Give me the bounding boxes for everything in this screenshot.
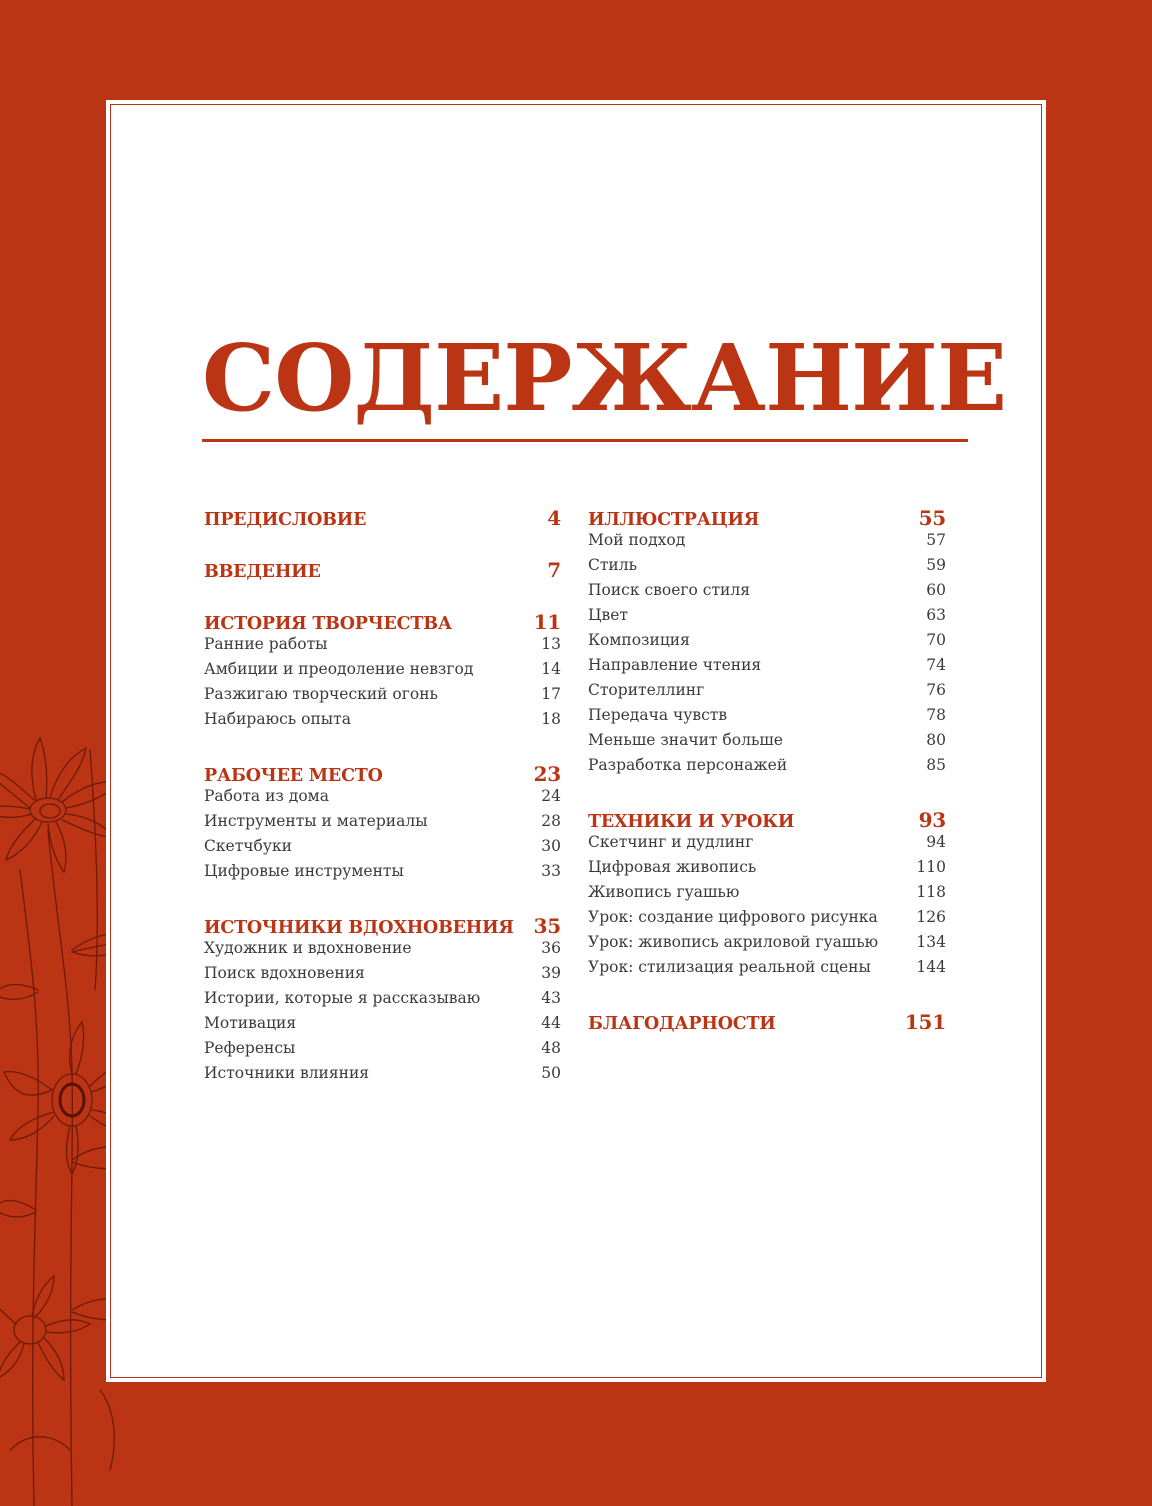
- section-page-number: 7: [547, 558, 561, 582]
- toc-entry[interactable]: [588, 678, 946, 703]
- toc-entry[interactable]: [588, 603, 946, 628]
- toc-entry[interactable]: [204, 1061, 561, 1086]
- toc-entry[interactable]: [204, 986, 561, 1011]
- toc-entry[interactable]: [588, 855, 946, 880]
- entry-page-number: 36: [541, 939, 561, 957]
- section-heading[interactable]: [204, 500, 561, 528]
- entry-label: Амбиции и преодоление невзгод: [204, 660, 474, 678]
- entry-label: Урок: стилизация реальной сцены: [588, 958, 871, 976]
- section-title: ИЛЛЮСТРАЦИЯ: [588, 510, 760, 530]
- section-page-number: 35: [533, 914, 561, 938]
- entry-page-number: 24: [541, 787, 561, 805]
- entry-page-number: 17: [541, 685, 561, 703]
- section-title: ИСТОЧНИКИ ВДОХНОВЕНИЯ: [204, 918, 514, 938]
- entry-page-number: 44: [541, 1014, 561, 1032]
- section-title: ИСТОРИЯ ТВОРЧЕСТВА: [204, 614, 452, 634]
- section-heading[interactable]: [204, 604, 561, 632]
- section-page-number: 151: [904, 1010, 946, 1034]
- toc-entry[interactable]: [204, 961, 561, 986]
- toc-section: [204, 908, 561, 1086]
- toc-section: [588, 500, 946, 778]
- entry-page-number: 14: [541, 660, 561, 678]
- toc-entry[interactable]: [204, 1011, 561, 1036]
- entry-label: Мотивация: [204, 1014, 297, 1032]
- toc-entry[interactable]: [588, 930, 946, 955]
- entry-label: Живопись гуашью: [588, 883, 740, 901]
- entry-page-number: 59: [926, 556, 946, 574]
- entry-label: Разработка персонажей: [588, 756, 788, 774]
- contents-card: [106, 100, 1046, 1382]
- toc-entry[interactable]: [204, 657, 561, 682]
- entry-page-number: 30: [541, 837, 561, 855]
- entry-page-number: 80: [926, 731, 946, 749]
- entry-label: Работа из дома: [204, 787, 329, 805]
- section-title: БЛАГОДАРНОСТИ: [588, 1014, 776, 1034]
- toc-entry[interactable]: [588, 578, 946, 603]
- title-rule: [202, 439, 968, 442]
- entry-page-number: 43: [541, 989, 561, 1007]
- entry-label: Стиль: [588, 556, 638, 574]
- toc-entry[interactable]: [204, 809, 561, 834]
- entry-label: Цифровая живопись: [588, 858, 757, 876]
- toc-section: [204, 604, 561, 732]
- entry-label: Художник и вдохновение: [204, 939, 412, 957]
- section-heading[interactable]: [588, 1004, 946, 1032]
- section-title: ПРЕДИСЛОВИЕ: [204, 510, 367, 530]
- toc-entry[interactable]: [588, 628, 946, 653]
- section-title: ТЕХНИКИ И УРОКИ: [588, 812, 795, 832]
- entry-label: Скетчбуки: [204, 837, 293, 855]
- entry-page-number: 60: [926, 581, 946, 599]
- entry-page-number: 118: [916, 883, 946, 901]
- entry-label: Истории, которые я рассказываю: [204, 989, 481, 1007]
- toc-entry[interactable]: [588, 905, 946, 930]
- section-title: РАБОЧЕЕ МЕСТО: [204, 766, 383, 786]
- entry-page-number: 28: [541, 812, 561, 830]
- toc-entry[interactable]: [588, 553, 946, 578]
- entry-page-number: 33: [541, 862, 561, 880]
- entry-label: Поиск своего стиля: [588, 581, 750, 599]
- section-page-number: 4: [547, 506, 561, 530]
- entry-label: Разжигаю творческий огонь: [204, 685, 438, 703]
- entry-label: Скетчинг и дудлинг: [588, 833, 754, 851]
- section-page-number: 55: [918, 506, 946, 530]
- entry-label: Набираюсь опыта: [204, 710, 351, 728]
- entry-page-number: 74: [926, 656, 946, 674]
- entry-label: Передача чувств: [588, 706, 728, 724]
- entry-label: Меньше значит больше: [588, 731, 783, 749]
- entry-page-number: 76: [926, 681, 946, 699]
- section-page-number: 93: [918, 808, 946, 832]
- page-title: СОДЕРЖАНИЕ: [202, 324, 1007, 432]
- entry-label: Цвет: [588, 606, 628, 624]
- entry-label: Ранние работы: [204, 635, 328, 653]
- section-heading[interactable]: [204, 552, 561, 580]
- toc-entry[interactable]: [204, 859, 561, 884]
- entry-label: Направление чтения: [588, 656, 762, 674]
- section-title: ВВЕДЕНИЕ: [204, 562, 321, 582]
- entry-label: Референсы: [204, 1039, 296, 1057]
- entry-page-number: 39: [541, 964, 561, 982]
- entry-page-number: 85: [926, 756, 946, 774]
- toc-entry[interactable]: [204, 707, 561, 732]
- entry-page-number: 134: [916, 933, 946, 951]
- entry-page-number: 13: [541, 635, 561, 653]
- entry-label: Урок: живопись акриловой гуашью: [588, 933, 879, 951]
- entry-label: Сторителлинг: [588, 681, 705, 699]
- entry-label: Поиск вдохновения: [204, 964, 365, 982]
- entry-label: Композиция: [588, 631, 690, 649]
- section-page-number: 11: [533, 610, 561, 634]
- toc-column-left: [204, 500, 561, 1110]
- toc-section: [204, 756, 561, 884]
- entry-label: Мой подход: [588, 531, 686, 549]
- entry-page-number: 48: [541, 1039, 561, 1057]
- entry-label: Урок: создание цифрового рисунка: [588, 908, 878, 926]
- toc-section: [588, 802, 946, 980]
- toc-column-right: [588, 500, 946, 1056]
- section-heading[interactable]: [204, 756, 561, 784]
- entry-label: Источники влияния: [204, 1064, 370, 1082]
- entry-page-number: 70: [926, 631, 946, 649]
- entry-label: Цифровые инструменты: [204, 862, 404, 880]
- section-heading[interactable]: [204, 908, 561, 936]
- entry-page-number: 57: [926, 531, 946, 549]
- toc-section: [204, 500, 561, 528]
- entry-page-number: 94: [926, 833, 946, 851]
- entry-page-number: 126: [916, 908, 946, 926]
- entry-page-number: 18: [541, 710, 561, 728]
- entry-page-number: 50: [541, 1064, 561, 1082]
- toc-entry[interactable]: [204, 682, 561, 707]
- section-heading[interactable]: [588, 500, 946, 528]
- entry-label: Инструменты и материалы: [204, 812, 428, 830]
- entry-page-number: 110: [916, 858, 946, 876]
- toc-entry[interactable]: [588, 753, 946, 778]
- entry-page-number: 63: [926, 606, 946, 624]
- section-page-number: 23: [533, 762, 561, 786]
- toc-section: [588, 1004, 946, 1032]
- entry-page-number: 144: [916, 958, 946, 976]
- toc-entry[interactable]: [588, 728, 946, 753]
- toc-entry[interactable]: [588, 528, 946, 553]
- section-heading[interactable]: [588, 802, 946, 830]
- toc-entry[interactable]: [204, 1036, 561, 1061]
- toc-section: [204, 552, 561, 580]
- toc-entry[interactable]: [588, 703, 946, 728]
- toc-entry[interactable]: [204, 834, 561, 859]
- toc-entry[interactable]: [588, 955, 946, 980]
- toc-entry[interactable]: [588, 880, 946, 905]
- entry-page-number: 78: [926, 706, 946, 724]
- toc-entry[interactable]: [588, 653, 946, 678]
